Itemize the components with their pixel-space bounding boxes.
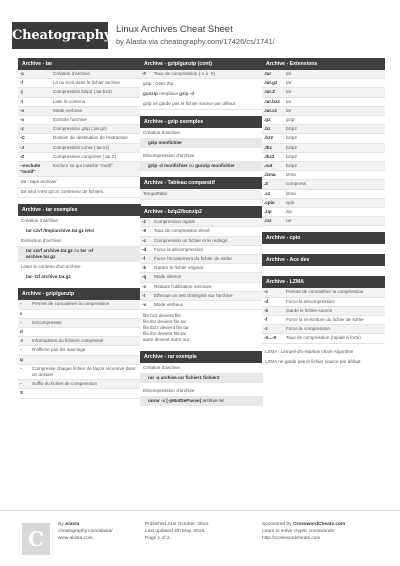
example-label: Création d'archive	[143, 130, 180, 136]
table-row	[18, 107, 141, 116]
option-description: tar	[286, 107, 292, 113]
table-row	[262, 144, 385, 153]
option-key: -J	[20, 144, 25, 150]
table-row	[262, 288, 385, 297]
table-row	[18, 346, 141, 355]
block-header: Archive - Ace dev	[262, 254, 385, 266]
option-description: compress	[286, 181, 306, 187]
table-row	[262, 316, 385, 325]
option-description: tar	[286, 71, 292, 76]
table-row	[140, 237, 263, 246]
option-key: .tbz	[264, 144, 272, 150]
option-key: c	[20, 310, 23, 316]
option-key: -	[20, 365, 22, 371]
bzip-note: autre devient autre.out	[143, 337, 189, 343]
option-description: Permet de concaténer la compression	[286, 289, 364, 295]
table-row	[262, 98, 385, 107]
option-description: Taux de compression élevé	[154, 228, 210, 234]
option-description: zip	[286, 209, 292, 215]
example-label: Création d'archive	[21, 218, 58, 224]
example-label: Décompression d'archive	[143, 388, 195, 394]
table-row	[262, 134, 385, 143]
bzip-block	[140, 206, 263, 345]
option-key: --exclude "motif"	[20, 163, 41, 175]
option-description: Mode verbose	[53, 107, 83, 113]
option-key: -f	[264, 317, 268, 323]
author-url[interactable]: cheatography.com/alasta/	[58, 529, 113, 534]
author-info	[58, 521, 113, 542]
gzip-cont-block	[140, 58, 263, 110]
table-row	[18, 300, 141, 309]
example-command: tar -tzf archive.tar.gz	[26, 274, 71, 280]
option-key: q	[20, 356, 23, 362]
author-name[interactable]: Alasta	[64, 522, 80, 527]
option-key: -j	[20, 89, 23, 95]
option-key: .rar	[264, 218, 272, 224]
gzip-note-cmd: gunzip	[143, 91, 158, 97]
option-key: -9	[142, 228, 147, 234]
option-description: Force la ré-écriture du fichier de sortie	[286, 317, 364, 323]
sheet-title: Linux Archives Cheat Sheet	[116, 24, 233, 35]
option-description: Compression compress (.tar.Z)	[53, 153, 117, 159]
option-description: Force la décompression	[286, 298, 336, 304]
option-key: -z	[20, 126, 24, 132]
option-key: -d	[264, 298, 269, 304]
option-description: Lit ou écrit dans le fichier archive	[53, 80, 120, 86]
table-row	[18, 88, 141, 97]
table-row	[262, 217, 385, 226]
page-number: Page 1 of 2.	[145, 536, 171, 541]
updated-date: Last updated 4th May, 2015.	[145, 529, 206, 534]
table-row	[140, 292, 263, 301]
table-row	[262, 334, 385, 343]
table-row	[140, 283, 263, 292]
gzip-note	[140, 89, 263, 99]
option-description: Exclure se qui matche "motif"	[53, 163, 113, 169]
option-key: -t	[142, 292, 146, 298]
option-description: bzip2	[286, 144, 297, 150]
option-description: bzip2	[286, 126, 297, 132]
option-key: .tar.gz	[264, 80, 278, 86]
option-key: -#	[142, 71, 147, 76]
example-label: Extraction d'archive	[21, 238, 61, 244]
option-description: Compression Lzma (.tar.xz)	[53, 144, 110, 150]
option-key: -I	[20, 338, 23, 344]
block-header: Archive - gzip exemples	[140, 116, 263, 128]
table-row	[140, 273, 263, 282]
option-description: Taux de compression (rapide à forte)	[286, 335, 361, 341]
option-description: bzip2	[286, 135, 297, 141]
table-row	[140, 264, 263, 273]
column-3	[262, 58, 385, 373]
table-row	[262, 199, 385, 208]
table-row	[140, 218, 263, 227]
table-row	[262, 298, 385, 307]
table-row	[140, 255, 263, 264]
tar-block	[18, 58, 141, 198]
block-header: Archive - gzip/gunzip (cont)	[140, 58, 263, 70]
table-row	[262, 116, 385, 125]
table-row	[262, 307, 385, 316]
table-row	[18, 162, 141, 177]
page-footer	[0, 510, 400, 566]
option-description: Force l'écrasement du fichier de sortie	[154, 256, 232, 262]
table-row	[140, 70, 263, 79]
example-command	[140, 161, 263, 171]
bzip-note: file.tbz devient file.tar	[143, 319, 187, 325]
rar-examples-block	[140, 351, 263, 406]
option-description: Liste le contenu	[53, 98, 86, 104]
example-command-or: ou	[188, 163, 194, 169]
option-description: lzma	[286, 172, 296, 178]
option-key: .bz	[264, 126, 271, 132]
option-key: -q	[142, 274, 147, 280]
table-row	[18, 365, 141, 380]
author-site[interactable]: www.alasta.com	[58, 536, 93, 541]
block-header: Archive - tar	[18, 58, 141, 70]
gzip-note: gzip : GNU Zip	[143, 81, 174, 87]
option-description: Mode verbeux	[154, 302, 184, 308]
table-row	[262, 190, 385, 199]
option-key: -d	[142, 246, 147, 252]
sponsor-name[interactable]: CrosswordCheats.com	[292, 522, 346, 527]
sponsor-info	[262, 521, 345, 542]
option-key: -f	[20, 80, 24, 86]
column-1	[18, 58, 141, 405]
option-description: Création d'archive	[53, 71, 90, 76]
extensions-block	[262, 58, 385, 226]
tableau-row: TempsRatio	[140, 189, 263, 200]
example-command-or: ou	[74, 248, 80, 254]
cheatography-logo[interactable]: Cheatography	[12, 22, 108, 49]
published-date: Published 21st October, 2014.	[145, 522, 210, 527]
table-row	[18, 116, 141, 125]
gzip-gunzip-block	[18, 288, 141, 398]
option-description: Compresse chaque fichier de façon récursive dans un dossier	[32, 365, 136, 378]
option-description: Garde le fichier source	[286, 307, 333, 313]
table-row	[18, 70, 141, 79]
option-key: .zip	[264, 209, 272, 215]
option-description: Extraire l'archive	[53, 117, 87, 123]
example-label: Décompression d'archive	[143, 153, 195, 159]
option-description: Force la compression	[286, 326, 330, 332]
bzip-note: file.tbz2 devient file.tar	[143, 325, 189, 331]
option-key: -z	[264, 326, 268, 332]
block-header: Archive - gzip/gunzip	[18, 288, 141, 300]
option-key: .xz	[264, 190, 271, 196]
option-key: -t	[20, 98, 24, 104]
option-description: Compression un fichier et le redirigé	[154, 237, 228, 243]
option-description: Force la décompression	[154, 246, 204, 252]
page-header	[0, 0, 400, 58]
option-key: .lzma	[264, 172, 276, 178]
option-key: S	[20, 390, 24, 396]
tableau-block	[140, 177, 263, 200]
example-command-part: tar -xf	[80, 248, 94, 254]
example-command-part: unrar -x [-pMotDePasse]	[148, 398, 202, 404]
example-command-part: gunzip monfichier	[195, 163, 235, 169]
author-avatar: C	[22, 523, 50, 555]
option-key: -	[20, 319, 22, 325]
table-row	[140, 227, 263, 236]
example-command-part: tar xzvf archive.tar.gz	[26, 248, 73, 254]
table-row	[18, 134, 141, 143]
option-description: rar	[286, 218, 292, 224]
option-key: -	[20, 301, 22, 307]
acedev-block	[262, 254, 385, 266]
option-key: -k	[142, 265, 147, 271]
sponsor-label: Sponsored by	[262, 522, 292, 527]
table-row	[262, 107, 385, 116]
option-key: -	[20, 347, 22, 353]
block-header: Archive - Extensions	[262, 58, 385, 70]
table-row	[18, 153, 141, 162]
table-row	[18, 356, 141, 365]
bzip-note: file.bz2 devient file	[143, 313, 181, 319]
option-description: N'affiche pas les warnings	[32, 347, 86, 353]
option-key: .tar.Z	[264, 89, 275, 95]
option-description: tar	[286, 80, 292, 86]
gzip-note-text: remplace	[159, 91, 178, 97]
block-header: Archive - bzip2/bunzip2	[140, 206, 263, 218]
sheet-subtitle[interactable]: by Alasta via cheatography.com/17426/cs/1741/	[116, 37, 275, 46]
gzip-examples-block	[140, 116, 263, 171]
option-description: Compression gzip (.tar.gz)	[53, 126, 107, 132]
option-key: .bz2	[264, 135, 273, 141]
table-row	[18, 310, 141, 319]
option-description: Mode silence	[154, 274, 182, 280]
example-label: Lister le contenu d'un archive	[21, 264, 81, 270]
block-header: Archive - cpio	[262, 232, 385, 244]
sponsor-url[interactable]: http://crosswordcheats.com	[262, 536, 321, 541]
by-label: By	[58, 522, 64, 527]
bzip-note: file.tbz devient file.tar	[143, 331, 187, 337]
option-description: Compression bzip2 (.tar.bz2)	[53, 89, 112, 95]
tar-note-2: tar seul n'est qu'un conteneur de fichiers.	[18, 187, 141, 198]
option-description: Informations du fichiers compressé	[32, 338, 104, 344]
lzma-block	[262, 276, 385, 366]
table-row	[262, 79, 385, 88]
option-description: bzip2	[286, 153, 297, 159]
bzip-notes	[140, 310, 263, 345]
option-key: .tar.bz2	[264, 98, 280, 104]
table-row	[262, 171, 385, 180]
lzma-note: LZMA : Lempel-Ziv-Markov chain-Algorithm	[265, 348, 354, 354]
block-header: Archive - LZMA	[262, 276, 385, 288]
option-key: .tbz2	[264, 153, 275, 159]
option-key: -x	[20, 117, 25, 123]
table-row	[262, 153, 385, 162]
option-description: Décompresser	[32, 319, 62, 325]
option-key: .tar.xz	[264, 107, 278, 113]
table-row	[140, 246, 263, 255]
table-row	[140, 301, 263, 310]
table-row	[262, 180, 385, 189]
table-row	[18, 125, 141, 134]
option-key: d	[20, 329, 23, 335]
example-command-part: archive.tar.gz	[26, 254, 56, 260]
block-header: Archive - rar exemple	[140, 351, 263, 363]
gzip-note-cmd: gzip -d	[179, 91, 195, 97]
option-description: bzip2	[286, 163, 297, 169]
table-row	[18, 380, 141, 389]
option-key: -v	[20, 107, 25, 113]
option-description: Compression rapide	[154, 219, 196, 225]
example-command-part: gzip -d monfichier	[148, 163, 188, 169]
option-key: -C	[20, 135, 25, 141]
option-description: Effectue un test d'intégrité sur l'archive	[154, 292, 233, 298]
option-description: lzma	[286, 190, 296, 196]
option-key: .gz	[264, 117, 271, 123]
option-key: -c	[264, 289, 269, 295]
option-description: Taux de compression (-1 à -9)	[154, 71, 216, 76]
option-description: gzip	[286, 117, 295, 123]
example-command: tar czvf /tmp/archive.tar.gz /etc/	[26, 228, 95, 234]
option-key: -v	[142, 302, 147, 308]
option-key: .out	[264, 163, 273, 169]
option-key: -1	[142, 219, 147, 225]
table-row	[262, 162, 385, 171]
example-command	[140, 396, 263, 406]
example-command: rar -a archive.rar fichier1 fichier2	[140, 373, 263, 383]
table-row	[262, 325, 385, 334]
option-description: Dossier de destination de l'extraction	[53, 135, 128, 141]
table-row	[18, 337, 141, 346]
table-row	[18, 144, 141, 153]
option-key: -Z	[20, 153, 25, 159]
option-description: tar	[286, 98, 292, 104]
tar-examples-block	[18, 204, 141, 282]
table-row	[18, 389, 141, 398]
example-command: gzip monfichier	[140, 138, 263, 148]
block-header: Archive - Tableau comparatif	[140, 177, 263, 189]
table-row	[18, 98, 141, 107]
option-key: .cpio	[264, 199, 275, 205]
option-key: -f	[142, 256, 146, 262]
lzma-note: LZMA ne garde pas le fichier source par défaut	[265, 358, 361, 364]
option-description: Suffix du fichier de compression	[32, 381, 98, 387]
example-command	[18, 246, 141, 262]
gzip-note: gzip ne garde pas le fichier source par défaut	[140, 99, 263, 110]
option-key: .tar	[264, 71, 272, 76]
option-key: .Z	[264, 181, 269, 187]
cpio-block	[262, 232, 385, 244]
table-row	[18, 79, 141, 88]
publish-info	[145, 521, 209, 542]
table-row	[18, 319, 141, 328]
table-row	[262, 125, 385, 134]
option-description: cpio	[286, 199, 295, 205]
sponsor-tagline: Learn to solve cryptic crosswords!	[262, 529, 335, 534]
option-key: -s	[142, 283, 147, 289]
table-row	[18, 328, 141, 337]
option-key: -	[20, 381, 22, 387]
tar-note-1: tar : tape archiver	[18, 177, 141, 188]
option-key: -c	[20, 71, 25, 76]
table-row	[262, 208, 385, 217]
column-2	[140, 58, 263, 412]
table-row	[262, 88, 385, 97]
option-description: Réduire l'utilisation mémoire	[154, 283, 212, 289]
option-description: Permet de concaténer la compression	[32, 301, 110, 307]
option-key: -k	[264, 307, 269, 313]
option-description: Garder le fichier original	[154, 265, 203, 271]
block-header: Archive - tar exemples	[18, 204, 141, 216]
option-key: -c	[142, 237, 147, 243]
example-label: Création d'archive	[143, 365, 180, 371]
table-row	[262, 70, 385, 79]
example-command-part: archive.rar	[202, 398, 225, 404]
option-key: -0...-9	[264, 335, 276, 341]
option-description: tar	[286, 89, 292, 95]
